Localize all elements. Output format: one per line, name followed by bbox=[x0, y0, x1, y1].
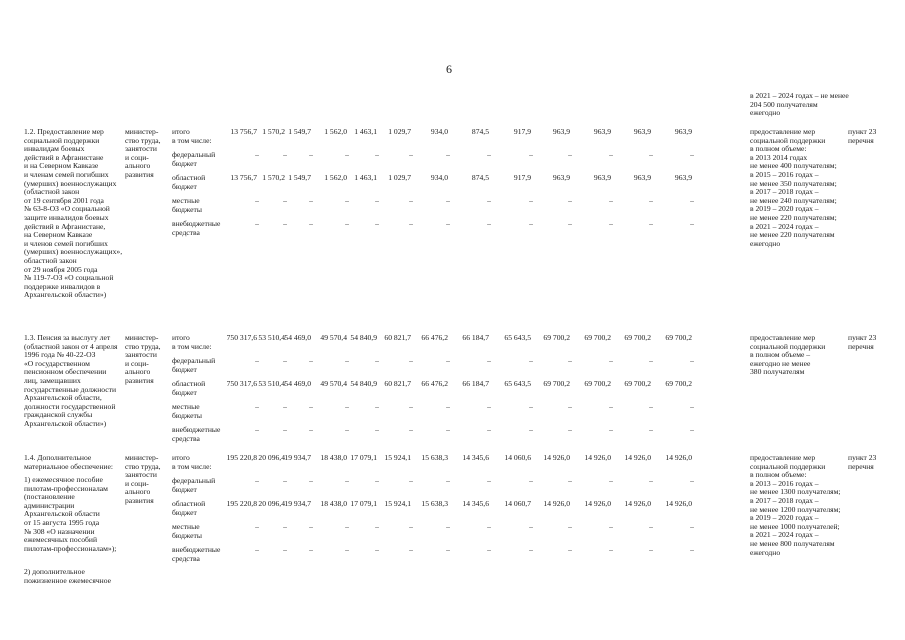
value-cell: 66 476,2 bbox=[421, 379, 448, 388]
value-cell: – bbox=[649, 150, 653, 159]
value-cell: 60 821,7 bbox=[384, 379, 411, 388]
value-cell: – bbox=[255, 356, 259, 365]
value-cell: 54 469,0 bbox=[284, 333, 311, 342]
value-cell: – bbox=[529, 545, 533, 554]
value-cell: – bbox=[649, 402, 653, 411]
funding-source: областной бюджет bbox=[172, 173, 206, 191]
funding-source: итого в том числе: bbox=[172, 453, 212, 471]
value-cell: – bbox=[255, 196, 259, 205]
value-cell: 54 469,0 bbox=[284, 379, 311, 388]
value-cell: – bbox=[487, 356, 491, 365]
value-cell: 54 840,9 bbox=[350, 379, 377, 388]
value-cell: 963,9 bbox=[593, 173, 611, 182]
value-cell: – bbox=[690, 545, 694, 554]
value-cell: – bbox=[609, 522, 613, 531]
value-cell: 15 924,1 bbox=[384, 499, 411, 508]
value-cell: – bbox=[690, 425, 694, 434]
value-cell: – bbox=[283, 196, 287, 205]
funding-source: итого в том числе: bbox=[172, 127, 212, 145]
value-cell: – bbox=[409, 356, 413, 365]
value-cell: – bbox=[345, 545, 349, 554]
value-cell: 14 926,0 bbox=[543, 499, 570, 508]
value-cell: – bbox=[409, 522, 413, 531]
value-cell: – bbox=[487, 196, 491, 205]
value-cell: 17 079,1 bbox=[350, 453, 377, 462]
value-cell: – bbox=[309, 356, 313, 365]
value-cell: 15 638,3 bbox=[421, 499, 448, 508]
value-cell: 14 926,0 bbox=[624, 499, 651, 508]
value-cell: – bbox=[609, 425, 613, 434]
value-cell: – bbox=[609, 150, 613, 159]
value-cell: – bbox=[309, 196, 313, 205]
value-cell: – bbox=[375, 522, 379, 531]
value-cell: 1 463,1 bbox=[354, 173, 377, 182]
result: предоставление мер социальной поддержки в полном объеме: в 2013 2014 годах не менее 400 получателям; в 2015 – 2016 годах – не менее 350 получателям; в 2017 – 2018 годах – не менее 240 получателям; в 2019 – 2020 годах – не менее 220 получателям; в 2021 – 2024 годах – не менее 220 получателям ежегодно bbox=[750, 127, 837, 248]
value-cell: 963,9 bbox=[593, 127, 611, 136]
value-cell: – bbox=[409, 402, 413, 411]
executor: министер- ство труда, занятости и соци- ального развития bbox=[125, 127, 161, 179]
value-cell: 963,9 bbox=[633, 173, 651, 182]
value-cell: – bbox=[568, 196, 572, 205]
value-cell: 963,9 bbox=[552, 173, 570, 182]
value-cell: 20 096,4 bbox=[258, 499, 285, 508]
funding-source: внебюджетные средства bbox=[172, 219, 221, 237]
value-cell: – bbox=[529, 402, 533, 411]
value-cell: – bbox=[529, 522, 533, 531]
funding-source: внебюджетные средства bbox=[172, 545, 221, 563]
value-cell: – bbox=[446, 476, 450, 485]
value-cell: 65 643,5 bbox=[504, 379, 531, 388]
value-cell: – bbox=[255, 219, 259, 228]
top-note: в 2021 – 2024 годах – не менее 204 500 получателям ежегодно bbox=[750, 91, 849, 118]
value-cell: 19 934,7 bbox=[284, 453, 311, 462]
value-cell: – bbox=[690, 196, 694, 205]
value-cell: 66 184,7 bbox=[462, 379, 489, 388]
value-cell: 750 317,6 bbox=[226, 379, 257, 388]
executor: министер- ство труда, занятости и соци- ального развития bbox=[125, 333, 161, 385]
value-cell: 874,5 bbox=[471, 127, 489, 136]
value-cell: 53 510,4 bbox=[258, 379, 285, 388]
value-cell: 934,0 bbox=[430, 173, 448, 182]
value-cell: – bbox=[255, 522, 259, 531]
value-cell: 195 220,8 bbox=[226, 453, 257, 462]
value-cell: – bbox=[487, 476, 491, 485]
value-cell: – bbox=[609, 196, 613, 205]
value-cell: 14 926,0 bbox=[665, 453, 692, 462]
executor: министер- ство труда, занятости и соци- ального развития bbox=[125, 453, 161, 505]
value-cell: – bbox=[649, 196, 653, 205]
measure-name: 1.3. Пенсия за выслугу лет (областной закон от 4 апреля 1996 года № 40-22-ОЗ «О государственном пенсионном обеспечении лиц, замещавших государственные должности Архангельской области, должности государственной гражданской службы Архангельской области») bbox=[24, 333, 118, 428]
funding-source: федеральный бюджет bbox=[172, 476, 216, 494]
value-cell: – bbox=[446, 356, 450, 365]
value-cell: 14 060,6 bbox=[504, 453, 531, 462]
funding-source: областной бюджет bbox=[172, 379, 206, 397]
value-cell: – bbox=[446, 402, 450, 411]
value-cell: – bbox=[690, 356, 694, 365]
value-cell: – bbox=[446, 150, 450, 159]
value-cell: 14 926,0 bbox=[543, 453, 570, 462]
value-cell: – bbox=[529, 476, 533, 485]
value-cell: – bbox=[283, 356, 287, 365]
value-cell: – bbox=[609, 402, 613, 411]
value-cell: 1 463,1 bbox=[354, 127, 377, 136]
value-cell: – bbox=[345, 402, 349, 411]
value-cell: – bbox=[690, 402, 694, 411]
value-cell: 14 926,0 bbox=[584, 499, 611, 508]
value-cell: – bbox=[255, 150, 259, 159]
result: предоставление мер социальной поддержки в полном объеме: в 2013 – 2016 годах – не менее 1300 получателям; в 2017 – 2018 годах – не менее 1200 получателям; в 2019 – 2020 годах – не менее 1000 получателей; в 2021 – 2024 годах – не менее 800 получателям ежегодно bbox=[750, 453, 841, 557]
value-cell: 14 926,0 bbox=[665, 499, 692, 508]
reference: пункт 23 перечня bbox=[848, 333, 877, 351]
value-cell: – bbox=[409, 219, 413, 228]
value-cell: 54 840,9 bbox=[350, 333, 377, 342]
value-cell: – bbox=[283, 545, 287, 554]
value-cell: – bbox=[529, 219, 533, 228]
value-cell: – bbox=[529, 196, 533, 205]
value-cell: – bbox=[345, 476, 349, 485]
value-cell: 19 934,7 bbox=[284, 499, 311, 508]
value-cell: – bbox=[345, 522, 349, 531]
value-cell: 69 700,2 bbox=[543, 379, 570, 388]
value-cell: 963,9 bbox=[633, 127, 651, 136]
value-cell: – bbox=[375, 150, 379, 159]
value-cell: – bbox=[568, 425, 572, 434]
value-cell: 195 220,8 bbox=[226, 499, 257, 508]
value-cell: – bbox=[309, 476, 313, 485]
value-cell: 1 570,2 bbox=[262, 173, 285, 182]
value-cell: 14 926,0 bbox=[584, 453, 611, 462]
value-cell: – bbox=[409, 476, 413, 485]
value-cell: – bbox=[446, 425, 450, 434]
value-cell: – bbox=[609, 356, 613, 365]
value-cell: – bbox=[375, 356, 379, 365]
value-cell: 14 345,6 bbox=[462, 453, 489, 462]
value-cell: 1 549,7 bbox=[288, 127, 311, 136]
value-cell: – bbox=[487, 219, 491, 228]
value-cell: – bbox=[409, 150, 413, 159]
value-cell: – bbox=[690, 476, 694, 485]
value-cell: – bbox=[649, 356, 653, 365]
funding-source: областной бюджет bbox=[172, 499, 206, 517]
value-cell: 13 756,7 bbox=[230, 173, 257, 182]
value-cell: 1 562,0 bbox=[324, 127, 347, 136]
value-cell: – bbox=[487, 150, 491, 159]
value-cell: – bbox=[309, 219, 313, 228]
value-cell: 14 926,0 bbox=[624, 453, 651, 462]
value-cell: – bbox=[487, 545, 491, 554]
value-cell: – bbox=[568, 476, 572, 485]
value-cell: 18 438,0 bbox=[320, 499, 347, 508]
value-cell: – bbox=[649, 425, 653, 434]
value-cell: – bbox=[345, 196, 349, 205]
value-cell: – bbox=[529, 150, 533, 159]
value-cell: – bbox=[345, 425, 349, 434]
measure-name: 1.4. Дополнительное материальное обеспечение: bbox=[24, 453, 113, 471]
value-cell: – bbox=[609, 476, 613, 485]
value-cell: – bbox=[446, 196, 450, 205]
value-cell: – bbox=[345, 150, 349, 159]
funding-source: местные бюджеты bbox=[172, 522, 202, 540]
value-cell: 60 821,7 bbox=[384, 333, 411, 342]
value-cell: 13 756,7 bbox=[230, 127, 257, 136]
value-cell: – bbox=[609, 219, 613, 228]
value-cell: – bbox=[446, 219, 450, 228]
value-cell: 49 570,4 bbox=[320, 333, 347, 342]
value-cell: – bbox=[255, 545, 259, 554]
value-cell: 14 345,6 bbox=[462, 499, 489, 508]
value-cell: – bbox=[309, 522, 313, 531]
value-cell: – bbox=[568, 522, 572, 531]
value-cell: – bbox=[283, 402, 287, 411]
value-cell: 1 029,7 bbox=[388, 127, 411, 136]
value-cell: 1 549,7 bbox=[288, 173, 311, 182]
value-cell: – bbox=[649, 522, 653, 531]
funding-source: федеральный бюджет bbox=[172, 356, 216, 374]
value-cell: 49 570,4 bbox=[320, 379, 347, 388]
value-cell: 66 184,7 bbox=[462, 333, 489, 342]
value-cell: – bbox=[568, 219, 572, 228]
reference: пункт 23 перечня bbox=[848, 127, 877, 145]
value-cell: 69 700,2 bbox=[665, 379, 692, 388]
value-cell: – bbox=[487, 522, 491, 531]
value-cell: – bbox=[375, 402, 379, 411]
value-cell: – bbox=[649, 476, 653, 485]
value-cell: 934,0 bbox=[430, 127, 448, 136]
value-cell: – bbox=[529, 356, 533, 365]
value-cell: 69 700,2 bbox=[624, 333, 651, 342]
value-cell: 69 700,2 bbox=[584, 333, 611, 342]
funding-source: итого в том числе: bbox=[172, 333, 212, 351]
funding-source: местные бюджеты bbox=[172, 196, 202, 214]
value-cell: 20 096,4 bbox=[258, 453, 285, 462]
result: предоставление мер социальной поддержки в полном объеме – ежегодно не менее 380 получателям bbox=[750, 333, 826, 377]
value-cell: 65 643,5 bbox=[504, 333, 531, 342]
value-cell: – bbox=[609, 545, 613, 554]
value-cell: 18 438,0 bbox=[320, 453, 347, 462]
value-cell: 1 562,0 bbox=[324, 173, 347, 182]
value-cell: – bbox=[283, 425, 287, 434]
value-cell: – bbox=[345, 356, 349, 365]
value-cell: – bbox=[690, 150, 694, 159]
sub-item: 1) ежемесячное пособие пилотам-профессионалам (постановление администрации Архангельской области от 15 августа 1995 года № 308 «О назначении ежемесячных пособий пилотам-профессионалам»); bbox=[24, 475, 117, 553]
value-cell: 66 476,2 bbox=[421, 333, 448, 342]
value-cell: – bbox=[409, 545, 413, 554]
value-cell: – bbox=[283, 476, 287, 485]
value-cell: – bbox=[255, 402, 259, 411]
value-cell: – bbox=[487, 402, 491, 411]
value-cell: 17 079,1 bbox=[350, 499, 377, 508]
funding-source: местные бюджеты bbox=[172, 402, 202, 420]
value-cell: – bbox=[283, 219, 287, 228]
value-cell: 69 700,2 bbox=[624, 379, 651, 388]
value-cell: 963,9 bbox=[552, 127, 570, 136]
value-cell: – bbox=[375, 219, 379, 228]
value-cell: – bbox=[309, 402, 313, 411]
value-cell: – bbox=[255, 476, 259, 485]
value-cell: 69 700,2 bbox=[665, 333, 692, 342]
value-cell: – bbox=[255, 425, 259, 434]
value-cell: – bbox=[409, 196, 413, 205]
value-cell: – bbox=[375, 476, 379, 485]
value-cell: – bbox=[690, 219, 694, 228]
value-cell: – bbox=[375, 425, 379, 434]
value-cell: 14 060,7 bbox=[504, 499, 531, 508]
value-cell: 1 570,2 bbox=[262, 127, 285, 136]
value-cell: – bbox=[487, 425, 491, 434]
value-cell: 69 700,2 bbox=[543, 333, 570, 342]
value-cell: – bbox=[375, 545, 379, 554]
value-cell: 750 317,6 bbox=[226, 333, 257, 342]
value-cell: 963,9 bbox=[674, 173, 692, 182]
value-cell: 874,5 bbox=[471, 173, 489, 182]
value-cell: – bbox=[375, 196, 379, 205]
value-cell: – bbox=[283, 522, 287, 531]
value-cell: 15 638,3 bbox=[421, 453, 448, 462]
funding-source: внебюджетные средства bbox=[172, 425, 221, 443]
value-cell: – bbox=[446, 522, 450, 531]
value-cell: – bbox=[345, 219, 349, 228]
value-cell: – bbox=[309, 150, 313, 159]
value-cell: – bbox=[409, 425, 413, 434]
value-cell: 53 510,4 bbox=[258, 333, 285, 342]
sub-item: 2) дополнительное пожизненное ежемесячное bbox=[24, 567, 111, 585]
funding-source: федеральный бюджет bbox=[172, 150, 216, 168]
value-cell: – bbox=[568, 150, 572, 159]
value-cell: 1 029,7 bbox=[388, 173, 411, 182]
value-cell: – bbox=[568, 545, 572, 554]
value-cell: 917,9 bbox=[513, 127, 531, 136]
value-cell: – bbox=[283, 150, 287, 159]
value-cell: 69 700,2 bbox=[584, 379, 611, 388]
reference: пункт 23 перечня bbox=[848, 453, 877, 471]
value-cell: – bbox=[649, 219, 653, 228]
value-cell: – bbox=[309, 545, 313, 554]
value-cell: – bbox=[568, 356, 572, 365]
value-cell: 963,9 bbox=[674, 127, 692, 136]
value-cell: – bbox=[568, 402, 572, 411]
measure-name: 1.2. Предоставление мер социальной поддержки инвалидам боевых действий в Афганистане и на Северном Кавказе и членам семей погибших (умерших) военнослужащих (областной закон от 19 сентября 2001 года № 63-8-ОЗ «О социальной защите инвалидов боевых действий в Афганистане, на Северном Кавказе и членов семей погибших (умерших) военнослужащих», областной закон от 29 ноября 2005 года № 119-7-ОЗ «О социальной поддержке инвалидов в Архангельской области») bbox=[24, 127, 123, 300]
page-number: 6 bbox=[446, 62, 452, 76]
value-cell: – bbox=[690, 522, 694, 531]
value-cell: 917,9 bbox=[513, 173, 531, 182]
value-cell: 15 924,1 bbox=[384, 453, 411, 462]
value-cell: – bbox=[649, 545, 653, 554]
value-cell: – bbox=[446, 545, 450, 554]
value-cell: – bbox=[309, 425, 313, 434]
value-cell: – bbox=[529, 425, 533, 434]
